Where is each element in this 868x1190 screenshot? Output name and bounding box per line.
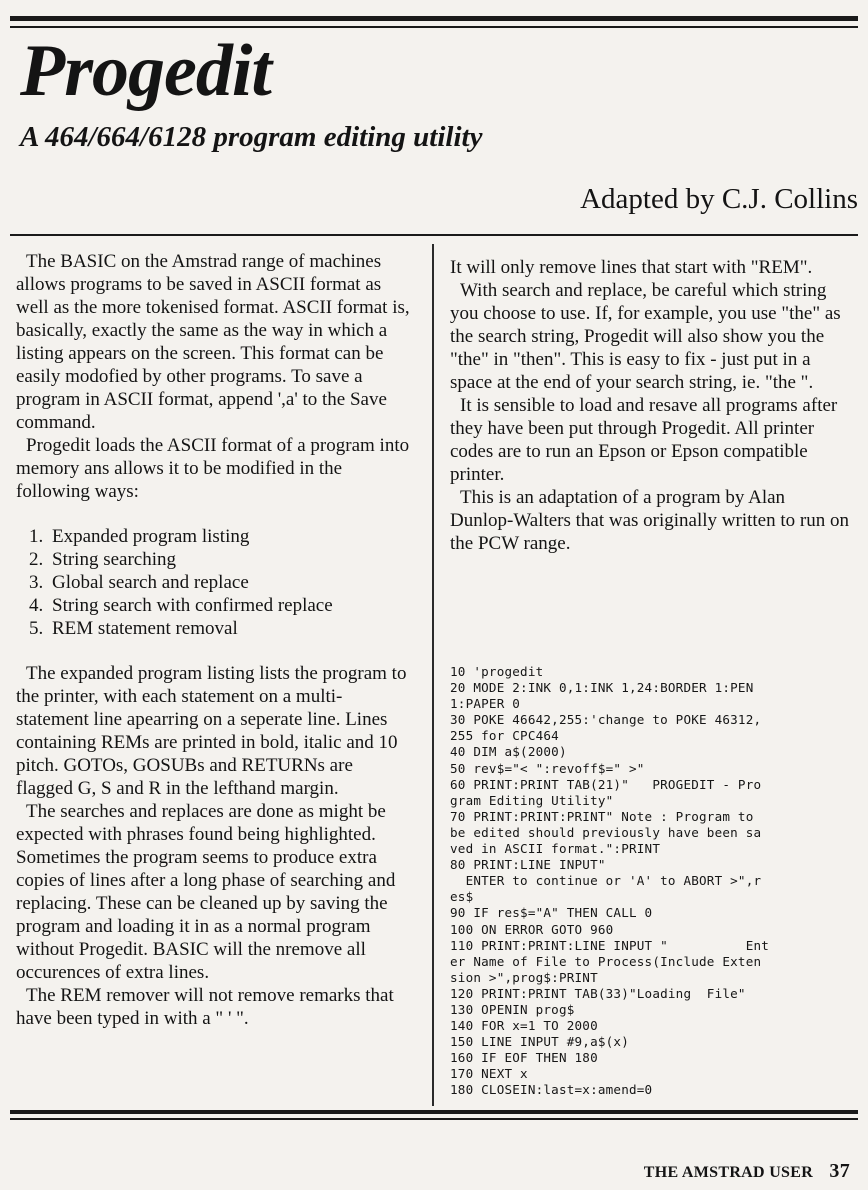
paragraph: The expanded program listing lists the program to the printer, with each statement on a multi-statement line apearring on a seperate line. Lines containing REMs are printed in bold, italic and 10 pitch. GOTOs, GOSUBs and RETURNs are flagged G, S and R in the lefthand margin.	[16, 663, 407, 799]
column-divider	[432, 244, 434, 1106]
byline: Adapted by C.J. Collins	[580, 183, 858, 215]
publication-name: THE AMSTRAD USER	[643, 1164, 814, 1181]
top-rule-thick	[10, 16, 858, 21]
basic-program-listing: 10 'progedit 20 MODE 2:INK 0,1:INK 1,24:BORDER 1:PEN 1:PAPER 0 30 POKE 46642,255:'change to POKE 46312, 255 for CPC464 40 DIM a$(2000) 50 rev$="< ":revoff$=" >" 60 PRINT:PRINT TAB(21)" PROGEDIT - Pro gram Editing Utility" 70 PRINT:PRINT:PRINT" Note : Program to be edited should previously have been sa ved in ASCII format.":PRINT 80 PRINT:LINE INPUT" ENTER to continue or 'A' to ABORT >",r es$ 90 IF res$="A" THEN CALL 0 100 ON ERROR GOTO 960 110 PRINT:PRINT:LINE INPUT " Ent er Name of File to Process(Include Exten sion >",prog$:PRINT 120 PRINT:PRINT TAB(33)"Loading File" 130 OPENIN prog$ 140 FOR x=1 TO 2000 150 LINE INPUT #9,a$(x) 160 IF EOF THEN 180 170 NEXT x 180 CLOSEIN:last=x:amend=0	[450, 664, 770, 1098]
page-number: 37	[829, 1160, 850, 1182]
right-column	[450, 256, 850, 555]
list-item: 5. REM statement removal	[48, 617, 412, 640]
list-item: 1. Expanded program listing	[48, 525, 412, 548]
paragraph: The searches and replaces are done as might be expected with phrases found being highlighted. Sometimes the program seems to produce extra copies of lines after a long phase of searching and replacing. These can be cleaned up by saving the program and loading it in as a normal program without Progedit. BASIC will the nremove all occurences of extra lines.	[16, 801, 396, 983]
header-divider	[10, 234, 858, 236]
bottom-rule-thick	[10, 1110, 858, 1114]
left-column	[16, 250, 412, 1030]
top-rule-thin	[10, 26, 858, 28]
bottom-rule-thin	[10, 1118, 858, 1120]
paragraph: Progedit loads the ASCII format of a program into memory ans allows it to be modified in the following ways:	[16, 435, 410, 502]
feature-list	[16, 525, 412, 640]
paragraph: This is an adaptation of a program by Alan Dunlop-Walters that was originally written to run on the PCW range.	[450, 487, 849, 554]
list-item: 3. Global search and replace	[48, 571, 412, 594]
paragraph: It is sensible to load and resave all programs after they have been put through Progedit. All printer codes are to run an Epson or Epson compatible printer.	[450, 395, 838, 485]
list-item: 2. String searching	[48, 548, 412, 571]
list-item: 4. String search with confirmed replace	[48, 594, 412, 617]
paragraph: The REM remover will not remove remarks that have been typed in with a " ' ".	[16, 985, 394, 1029]
paragraph: It will only remove lines that start with "REM".	[450, 257, 813, 278]
page-footer	[644, 1160, 850, 1183]
article-subtitle: A 464/664/6128 program editing utility	[20, 121, 483, 153]
paragraph: The BASIC on the Amstrad range of machines allows programs to be saved in ASCII format as well as the more tokenised format. ASCII format is, basically, exactly the same as the way in which a listing appears on the screen. This format can be easily modofied by other programs. To save a program in ASCII format, append ',a' to the Save command.	[16, 251, 410, 433]
paragraph: With search and replace, be careful which string you choose to use. If, for example, you use "the" as the search string, Progedit will also show you the "the" in "then". This is easy to fix - just put in a space at the end of your search string, ie. "the ".	[450, 280, 841, 393]
article-title: Progedit	[20, 30, 271, 112]
